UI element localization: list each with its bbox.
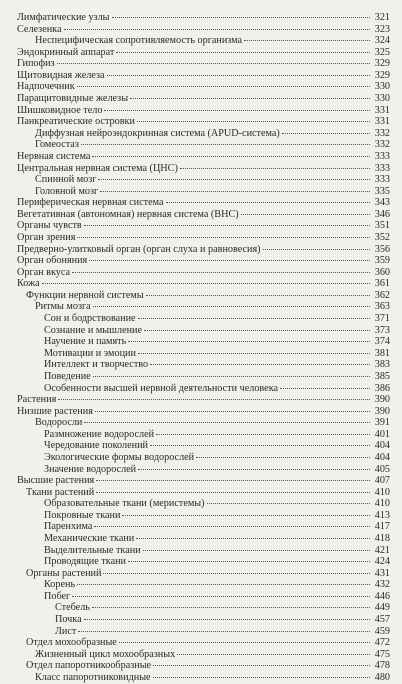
toc-entry-page-number: 407 [374,475,390,487]
dot-leader [137,121,370,122]
toc-entry [17,545,390,557]
toc-entry-title: Лимфатические узлы [17,12,110,23]
toc-entry-page-number: 418 [374,533,390,545]
dot-leader [77,86,370,87]
toc-entry-title: Паращитовидные железы [17,93,129,105]
toc-entry-page-number: 381 [374,347,390,359]
toc-entry [17,35,390,47]
toc-entry-title: Ткани растений [26,486,95,498]
toc-entry-title: Научение и память [44,336,127,348]
toc-entry-title: Растения [17,394,57,406]
toc-entry [17,128,390,140]
toc-entry-title: Выделительные ткани [44,544,141,556]
toc-entry-page-number: 332 [374,127,390,139]
toc-entry-page-number: 386 [374,382,390,394]
dot-leader [104,110,370,111]
toc-entry [17,649,390,661]
toc-entry-title: Корень [44,579,76,591]
dot-leader [84,619,370,620]
toc-entry [17,139,390,151]
toc-entry-page-number: 333 [374,162,390,174]
toc-entry [17,487,390,499]
toc-entry-page-number: 405 [374,463,390,475]
toc-entry-page-number: 331 [374,116,390,128]
dot-leader [263,249,370,250]
toc-entry [17,452,390,464]
toc-entry-title: Орган обоняния [17,255,88,267]
toc-entry [17,163,390,175]
toc-entry-page-number: 431 [374,567,390,579]
toc-entry-title: Жизненный цикл мохообразных [35,648,176,660]
toc-entry-title: Чередование поколений [44,440,148,452]
toc-entry-title: Отдел мохообразные [26,637,117,649]
dot-leader [100,191,370,192]
dot-leader [107,75,371,76]
toc-entry [17,255,390,267]
toc-entry [17,568,390,580]
toc-entry [17,93,390,105]
dot-leader [144,330,370,331]
dot-leader [180,168,370,169]
dot-leader [77,584,370,585]
dot-leader [96,492,370,493]
toc-entry [17,626,390,638]
dot-leader [116,52,370,53]
dot-leader [93,376,370,377]
toc-entry-title: Особенности высшей нервной деятельности человека [44,382,279,394]
dot-leader [138,318,370,319]
toc-entry-page-number: 332 [374,139,390,151]
toc-entry-title: Побег [44,590,71,602]
toc-entry [17,417,390,429]
toc-entry-title: Неспецифическая сопротивляемость организма [35,35,243,47]
toc-entry-title: Лист [55,625,77,637]
toc-entry-title: Диффузная нейроэндокринная система (APUD-система) [35,127,280,139]
toc-entry [17,313,390,325]
toc-entry-title: Ритмы мозга [35,301,91,313]
toc-entry [17,232,390,244]
toc-entry [17,12,390,24]
dot-leader [128,561,370,562]
toc-entry-page-number: 383 [374,359,390,371]
toc-entry-page-number: 373 [374,324,390,336]
toc-entry-page-number: 390 [374,405,390,417]
dot-leader [119,642,370,643]
toc-entry [17,174,390,186]
toc-entry [17,359,390,371]
dot-leader [153,677,370,678]
toc-entry-page-number: 446 [374,590,390,602]
dot-leader [72,272,370,273]
toc-entry [17,24,390,36]
dot-leader [150,364,370,365]
toc-entry [17,325,390,337]
dot-leader [94,526,370,527]
dot-leader [98,179,370,180]
toc-entry-page-number: 410 [374,498,390,510]
toc-entry-page-number: 432 [374,579,390,591]
dot-leader [128,341,370,342]
dot-leader [93,306,370,307]
toc-entry-title: Шишковидное тело [17,104,103,116]
toc-entry [17,521,390,533]
toc-entry [17,197,390,209]
toc-entry-page-number: 374 [374,336,390,348]
toc-entry-title: Предверно-улитковый орган (орган слуха и равновесия) [17,243,261,255]
toc-entry-title: Органы растений [26,567,102,579]
toc-entry-title: Орган зрения [17,231,76,243]
toc-entry [17,406,390,418]
toc-entry-title: Селезенка [17,23,62,35]
dot-leader [244,40,370,41]
dot-leader [89,260,370,261]
toc-entry [17,278,390,290]
toc-entry [17,301,390,313]
toc-entry-page-number: 351 [374,220,390,232]
toc-entry-title: Орган вкуса [17,266,71,278]
toc-entry [17,267,390,279]
toc-entry-title: Гомеостаз [35,139,79,151]
toc-entry [17,70,390,82]
toc-entry-title: Панкреатические островки [17,116,135,128]
toc-entry-title: Экологические формы водорослей [44,451,195,463]
toc-entry-page-number: 329 [374,69,390,81]
toc-entry [17,429,390,441]
toc-entry [17,556,390,568]
toc-entry-title: Сон и бодрствование [44,313,136,325]
toc-entry-page-number: 333 [374,150,390,162]
toc-entry-page-number: 363 [374,301,390,313]
dot-leader [84,422,370,423]
toc-entry [17,498,390,510]
toc-entry [17,672,390,684]
toc-entry-title: Вегетативная (автономная) нервная система (ВНС) [17,208,239,220]
toc-entry-title: Класс папоротниковидные [35,671,151,683]
toc-entry-title: Паренхима [44,521,93,533]
toc-entry-page-number: 475 [374,648,390,660]
dot-leader [64,29,371,30]
dot-leader [138,353,370,354]
dot-leader [58,399,370,400]
toc-entry-page-number: 335 [374,185,390,197]
toc-entry-title: Эндокринный аппарат [17,46,115,58]
toc-entry [17,244,390,256]
dot-leader [207,503,370,504]
toc-entry-page-number: 323 [374,23,390,35]
toc-entry-page-number: 352 [374,231,390,243]
dot-leader [280,388,370,389]
dot-leader [241,214,370,215]
toc-entry-title: Периферическая нервная система [17,197,164,209]
toc-entry-page-number: 321 [374,12,390,23]
toc-entry-title: Размножение водорослей [44,428,155,440]
dot-leader [138,469,370,470]
toc-entry-page-number: 371 [374,313,390,325]
toc-entry [17,464,390,476]
toc-entry [17,660,390,672]
dot-leader [95,411,370,412]
toc-entry-title: Почка [55,614,82,626]
toc-entry [17,440,390,452]
toc-entry-title: Стебель [55,602,90,614]
toc-entry-page-number: 330 [374,93,390,105]
dot-leader [92,156,370,157]
toc-entry [17,47,390,59]
toc-entry-title: Поведение [44,370,91,382]
dot-leader [96,480,370,481]
toc-entry-title: Водоросли [35,417,83,429]
toc-entry-page-number: 333 [374,174,390,186]
toc-entry-title: Щитовидная железа [17,69,105,81]
toc-entry [17,591,390,603]
toc-entry [17,394,390,406]
toc-entry-page-number: 401 [374,428,390,440]
toc-entry [17,371,390,383]
dot-leader [92,607,370,608]
dot-leader [177,654,370,655]
toc-entry-title: Центральная нервная система (ЦНС) [17,162,178,174]
toc-entry-title: Нервная система [17,150,91,162]
toc-entry-title: Функции нервной системы [26,289,144,301]
toc-entry [17,510,390,522]
toc-entry [17,383,390,395]
toc-entry [17,209,390,221]
dot-leader [282,133,370,134]
dot-leader [78,631,370,632]
toc-entry-page-number: 359 [374,255,390,267]
toc-entry [17,105,390,117]
toc-entry-page-number: 391 [374,417,390,429]
toc-entry-title: Проводящие ткани [44,556,126,568]
toc-entry-title: Сознание и мышление [44,324,143,336]
toc-entry [17,579,390,591]
toc-entry-page-number: 457 [374,614,390,626]
toc-entry-page-number: 417 [374,521,390,533]
toc-entry-page-number: 421 [374,544,390,556]
toc-entry-title: Образовательные ткани (меристемы) [44,498,205,510]
dot-leader [42,283,370,284]
dot-leader [130,98,370,99]
toc-entry-page-number: 424 [374,556,390,568]
toc-entry-title: Органы чувств [17,220,82,232]
toc-entry [17,475,390,487]
toc-entry [17,220,390,232]
dot-leader [196,457,370,458]
toc-entry-page-number: 480 [374,671,390,683]
dot-leader [153,665,370,666]
toc-entry-page-number: 361 [374,278,390,290]
toc-entry-page-number: 449 [374,602,390,614]
toc-entry-title: Спинной мозг [35,174,97,186]
toc-entry-page-number: 330 [374,81,390,93]
dot-leader [146,295,370,296]
dot-leader [81,144,370,145]
toc-entry-title: Покровные ткани [44,509,121,521]
toc-entry-title: Значение водорослей [44,463,137,475]
toc-entry [17,637,390,649]
toc-entry-title: Высшие растения [17,475,95,487]
toc-entry-title: Отдел папоротникообразные [26,660,152,672]
table-of-contents [17,12,390,684]
toc-entry-page-number: 324 [374,35,390,47]
toc-entry-page-number: 410 [374,486,390,498]
toc-entry [17,290,390,302]
dot-leader [103,573,370,574]
toc-entry-page-number: 346 [374,208,390,220]
toc-entry [17,186,390,198]
toc-entry-page-number: 360 [374,266,390,278]
toc-entry [17,151,390,163]
toc-entry [17,614,390,626]
toc-entry-title: Гипофиз [17,58,55,70]
toc-entry [17,602,390,614]
toc-entry-page-number: 343 [374,197,390,209]
toc-entry-page-number: 331 [374,104,390,116]
dot-leader [156,434,370,435]
dot-leader [150,445,370,446]
toc-entry-title: Интеллект и творчество [44,359,149,371]
toc-entry-page-number: 413 [374,509,390,521]
dot-leader [77,237,370,238]
toc-entry-page-number: 478 [374,660,390,672]
toc-entry-page-number: 404 [374,440,390,452]
toc-entry-title: Головной мозг [35,185,99,197]
toc-entry-page-number: 459 [374,625,390,637]
dot-leader [143,550,370,551]
dot-leader [166,202,370,203]
dot-leader [72,596,370,597]
dot-leader [136,538,370,539]
dot-leader [122,515,370,516]
toc-entry [17,348,390,360]
toc-entry-page-number: 404 [374,451,390,463]
toc-entry-page-number: 385 [374,370,390,382]
toc-entry-title: Низшие растения [17,405,93,417]
dot-leader [57,63,370,64]
toc-entry-page-number: 472 [374,637,390,649]
dot-leader [84,225,370,226]
toc-entry-page-number: 362 [374,289,390,301]
dot-leader [112,17,370,18]
toc-entry-title: Механические ткани [44,533,135,545]
toc-entry [17,533,390,545]
toc-entry-page-number: 325 [374,46,390,58]
toc-entry [17,58,390,70]
toc-entry-page-number: 390 [374,394,390,406]
toc-entry-page-number: 329 [374,58,390,70]
toc-entry-title: Надпочечник [17,81,75,93]
toc-entry-title: Мотивации и эмоции [44,347,136,359]
toc-entry-title: Кожа [17,278,40,290]
toc-entry-page-number: 356 [374,243,390,255]
toc-entry [17,336,390,348]
toc-entry [17,116,390,128]
toc-entry [17,81,390,93]
